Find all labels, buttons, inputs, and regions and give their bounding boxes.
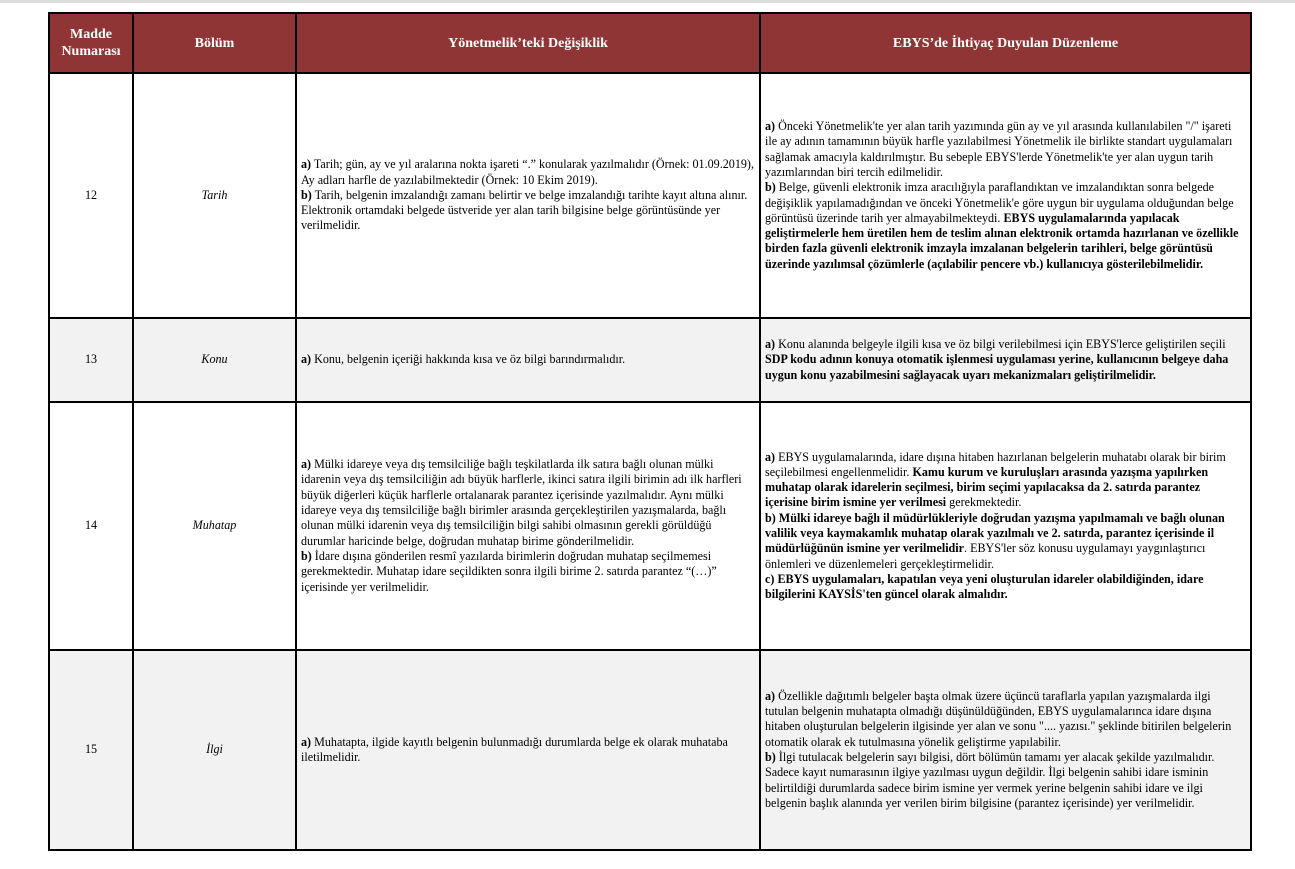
change-cell (296, 73, 760, 318)
ebys-item: b) Belge, güvenli elektronik imza aracılığıyla paraflandıktan ve imzalandıktan sonra belgede değişiklik yapılamadığından ve önceki Yönetmelik'e göre uygun bir uygulama olduğundan belge görüntüsü üzerinde tarih yer almayabilmekteydi. EBYS uygulamalarında yapılacak geliştirmelerle hem üretilen hem de teslim alınan elektronik ortamda hazırlanan ve özellikle birden fazla güvenli elektronik imzayla imzalanan belgelerin tarihleri, belge görüntüsü üzerinde yazılımsal çözümlerle (açılabilir pencere vb.) kullanıcıya gösterilebilmelidir. (765, 180, 1239, 271)
madde-number: 12 (49, 73, 133, 318)
change-item: a) Mülki idareye veya dış temsilciliğe bağlı teşkilatlarda ilk satıra bağlı olunan mülki idarenin veya dış temsilciliğin adı büyük harflerle, ikinci satıra ilgili birimin adı ilk harfleri büyük diğerleri küçük harflerle ortalanarak parantez içerisinde yazılmalıdır. Aynı mülki idareye veya dış temsilciliğe bağlı birimler arasında gerçekleştirilen yazışmalarda, bağlı olunan mülki idarenin veya dış temsilciliğin bilgi sahibi olmasının gerekli görüldüğü durumlar haricinde belge, doğrudan muhatap birime gönderilmelidir. (301, 457, 742, 548)
ebys-cell (760, 73, 1251, 318)
madde-number: 14 (49, 402, 133, 650)
top-divider (0, 0, 1295, 3)
section-name: Konu (133, 318, 296, 402)
section-name: Tarih (133, 73, 296, 318)
change-item: a) Tarih; gün, ay ve yıl aralarına nokta işareti “.” konularak yazılmalıdır (Örnek: 01.09.2019), Ay adları harfle de yazılabilmektedir (Örnek: 10 Ekim 2019). (301, 157, 754, 187)
ebys-item: c) EBYS uygulamaları, kapatılan veya yeni oluşturulan idareler olabildiğinden, idare bilgilerini KAYSİS'ten güncel olarak almalıdır. (765, 571, 1204, 602)
section-name: Muhatap (133, 402, 296, 650)
ebys-item: b) İlgi tutulacak belgelerin sayı bilgisi, dört bölümün tamamı yer alacak şekilde yazılmalıdır. Sadece kayıt numarasının ilgiye yazılması uygun değildir. İlgi belgenin sahibi idare isminin belirtildiği durumlarda sadece birim ismine yer vermek yerine belgenin sahibi idare ve ilgi belgenin başlık alanında yer verilen birim bilgisine (parantez içerisinde) yer verilmelidir. (765, 750, 1215, 810)
change-item: b) İdare dışına gönderilen resmî yazılarda birimlerin doğrudan muhatap seçilmemesi gerekmektedir. Muhatap idare seçildikten sonra ilgili birime 2. satırda parantez “(…)” içerisinde yer verilmelidir. (301, 548, 717, 594)
ebys-cell (760, 402, 1251, 650)
change-item: a) Konu, belgenin içeriği hakkında kısa ve öz bilgi barındırmalıdır. (301, 352, 626, 367)
regulation-table (48, 12, 1252, 851)
ebys-item: a) Konu alanında belgeyle ilgili kısa ve öz bilgi verilebilmesi için EBYS'lerce geliştirilen seçili SDP kodu adının konuya otomatik işlenmesi uygulaması yerine, kullanıcının belgeye daha uygun konu yazabilmesini sağlayacak uyarı mekanizmaları geliştirilmelidir. (765, 337, 1229, 382)
ebys-item: b) Mülki idareye bağlı il müdürlükleriyle doğrudan yazışma yapılmamalı ve bağlı olunan valilik veya kaymakamlık muhatap olarak yazılmalı ve 2. satırda, parantez içerisinde il müdürlüğünün ismine yer verilmelidir. EBYS'ler söz konusu uygulamayı yaygınlaştırıcı önlemleri ve düzenlemeleri gerçekleştirmelidir. (765, 510, 1225, 571)
table-row (49, 318, 1251, 402)
change-item: b) Tarih, belgenin imzalandığı zamanı belirtir ve belge imzalandığı tarihte kayıt altına alınır. Elektronik ortamdaki belgede üstveride yer alan tarih bilgisine belge görüntüsünde yer verilmelidir. (301, 187, 748, 233)
madde-number: 13 (49, 318, 133, 402)
ebys-item: a) EBYS uygulamalarında, idare dışına hitaben hazırlanan belgelerin muhatabı olarak bir birim seçilebilmesi engellenmelidir. Kamu kurum ve kuruluşları arasında yazışma yapılırken muhatap olarak idarelerin seçilmesi, birim seçimi yapılacaksa da 2. satırda parantez içerisine birim ismine yer verilmesi gerekmektedir. (765, 449, 1226, 510)
madde-number: 15 (49, 650, 133, 850)
header-duzenleme: EBYS’de İhtiyaç Duyulan Düzenleme (760, 13, 1251, 73)
table-header-row (49, 13, 1251, 73)
table-row (49, 73, 1251, 318)
ebys-cell (760, 650, 1251, 850)
change-cell (296, 402, 760, 650)
change-item: a) Muhatapta, ilgide kayıtlı belgenin bulunmadığı durumlarda belge ek olarak muhataba iletilmelidir. (301, 734, 728, 764)
header-degisiklik: Yönetmelik’teki Değişiklik (296, 13, 760, 73)
ebys-cell (760, 318, 1251, 402)
header-madde: Madde Numarası (49, 13, 133, 73)
header-bolum: Bölüm (133, 13, 296, 73)
table-row (49, 402, 1251, 650)
ebys-item: a) Özellikle dağıtımlı belgeler başta olmak üzere üçüncü taraflarla yapılan yazışmalarda ilgi tutulan belgenin muhatapta olmadığı düşünüldüğünden, EBYS uygulamalarınca idare dışına hitaben oluşturulan belgelerin ilgisinde yer alan ve sonu ".... yazısı." şeklinde bitirilen belgelerin otomatik olarak ek tutulmasına yönelik geliştirme yapılabilir. (765, 688, 1232, 749)
section-name: İlgi (133, 650, 296, 850)
change-cell (296, 318, 760, 402)
change-cell (296, 650, 760, 850)
ebys-item: a) Önceki Yönetmelik'te yer alan tarih yazımında gün ay ve yıl arasında kullanılabilen "/" işareti ile ay adının tamamının büyük harfle yazılabilmesi Yönetmelik ile birlikte standart uygulamaları sağlamak amacıyla kaldırılmıştır. Bu sebeple EBYS'lerde Yönetmelik'te yer alan uygun tarih yazımlarından biri tercih edilmelidir. (765, 119, 1233, 179)
table-row (49, 650, 1251, 850)
